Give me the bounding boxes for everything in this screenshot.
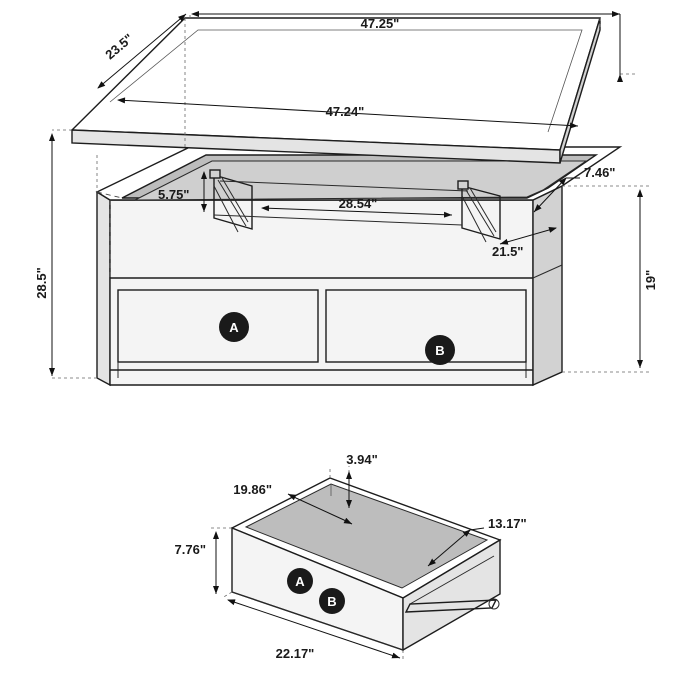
dimension-label-body-height: 19" bbox=[643, 269, 658, 291]
dimension-label-lift-height: 5.75" bbox=[158, 187, 190, 202]
dimension-label-interior-depth: 21.5" bbox=[492, 244, 524, 259]
dimension-drawer-height bbox=[175, 532, 216, 594]
badge-b-drawer-label: B bbox=[327, 594, 337, 609]
drawer-detail-view bbox=[175, 452, 527, 661]
dimension-label-drawer-front-height: 3.94" bbox=[346, 452, 378, 467]
dimension-label-overall-height: 28.5" bbox=[34, 267, 49, 299]
drawer-box bbox=[232, 478, 500, 650]
badge-a-table-label: A bbox=[229, 320, 239, 335]
badge-b-table-label: B bbox=[435, 343, 445, 358]
dimension-label-width-overall: 47.25" bbox=[360, 16, 400, 31]
badge-b-table bbox=[425, 335, 455, 365]
dimension-label-depth-top: 23.5" bbox=[102, 30, 137, 63]
dimension-label-drawer-interior-depth: 13.17" bbox=[488, 516, 527, 531]
dimension-label-drawer-interior-width: 19.86" bbox=[233, 482, 272, 497]
dimension-label-drawer-height: 7.76" bbox=[174, 542, 206, 557]
dimension-label-width-lift-top: 47.24" bbox=[325, 104, 365, 119]
lift-top-panel bbox=[72, 18, 600, 163]
assembled-table-view bbox=[34, 12, 658, 385]
dimension-label-drawer-width: 22.17" bbox=[275, 646, 315, 661]
badge-a-drawer-label: A bbox=[295, 574, 305, 589]
dimension-label-interior-width: 28.54" bbox=[338, 196, 378, 211]
badge-a-drawer bbox=[287, 568, 313, 594]
badge-b-drawer bbox=[319, 588, 345, 614]
badge-a-table bbox=[219, 312, 249, 342]
dimension-body-height bbox=[640, 190, 658, 368]
dimension-label-lift-depth: 7.46" bbox=[584, 165, 616, 180]
dimension-overall-height bbox=[34, 134, 52, 376]
